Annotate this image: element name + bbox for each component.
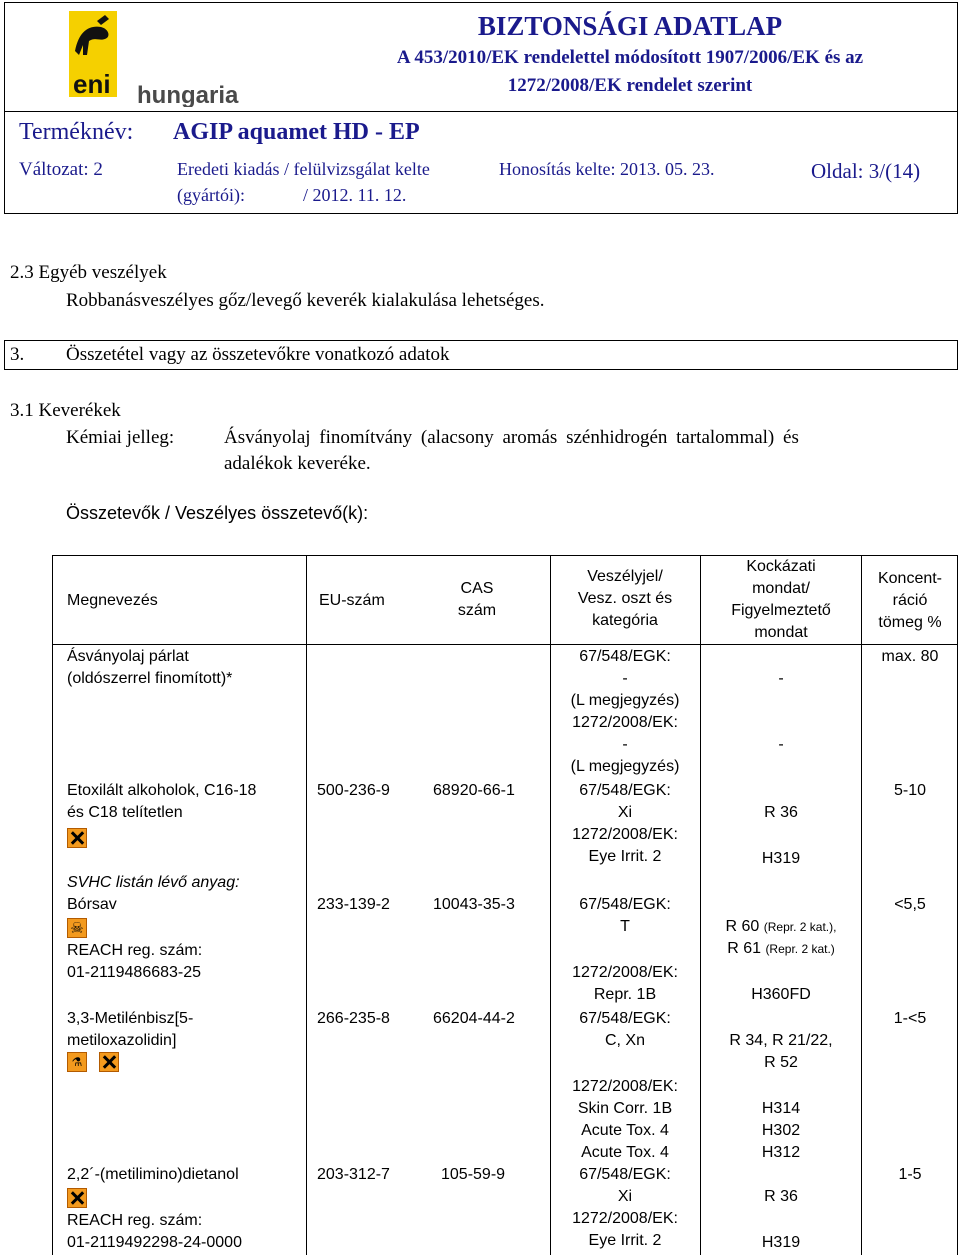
issue-label-2: (gyártói): — [177, 185, 245, 205]
row5-reach-label: REACH reg. szám: — [67, 1212, 203, 1229]
localization-date: Honosítás kelte: 2013. 05. 23. — [499, 159, 715, 179]
row2-hazard: 67/548/EGK: Xi 1272/2008/EK: Eye Irrit. 2 — [572, 782, 678, 865]
document-title: BIZTONSÁGI ADATLAP — [477, 11, 783, 41]
row3-reach-number: 01-2119486683-25 — [67, 964, 202, 981]
version: Változat: 2 — [19, 159, 103, 180]
chem-label: Kémiai jelleg: — [66, 427, 175, 448]
section-3-number: 3. — [10, 344, 25, 365]
corrosive-icon: ⚗ — [67, 1052, 87, 1072]
svg-text:hungaria: hungaria — [137, 82, 239, 107]
row1-conc: max. 80 — [881, 648, 939, 665]
row3-eu: 233-139-2 — [317, 896, 390, 913]
col-name-header: Megnevezés — [67, 592, 158, 609]
regulation-line-1: A 453/2010/EK rendelettel módosított 1907/2006/EK és az — [396, 47, 864, 68]
chem-text-2: adalékok keveréke. — [224, 453, 371, 474]
issue-date: / 2012. 11. 12. — [303, 185, 407, 205]
row2-conc: 5-10 — [893, 782, 927, 799]
row1-risk-2: - — [778, 736, 784, 753]
harmful-x-icon — [67, 828, 87, 848]
row5-conc: 1-5 — [898, 1166, 922, 1183]
row2-risk-h: H319 — [761, 850, 801, 867]
row2-cas: 68920-66-1 — [433, 782, 515, 799]
document-header — [4, 2, 958, 214]
row1-name: Ásványolaj párlat (oldószerrel finomított)* — [67, 648, 233, 687]
row3-hazard-2: 1272/2008/EK: Repr. 1B — [572, 964, 678, 1003]
row4-conc: 1-<5 — [893, 1010, 927, 1027]
row4-hazard-1: 67/548/EGK: C, Xn — [579, 1010, 671, 1049]
row3-risk-r60: R 60 (Repr. 2 kat.), — [725, 918, 837, 935]
col-eu-header: EU-szám — [319, 592, 385, 609]
row3-svhc-label: SVHC listán lévő anyag: — [67, 874, 240, 891]
row5-reach-number: 01-2119492298-24-0000 — [67, 1234, 242, 1251]
regulation-line-2: 1272/2008/EK rendelet szerint — [507, 75, 753, 96]
row5-eu: 203-312-7 — [317, 1166, 390, 1183]
row3-conc: <5,5 — [894, 896, 926, 913]
row1-risk-1: - — [778, 670, 784, 687]
issue-label-1: Eredeti kiadás / felülvizsgálat kelte — [177, 159, 430, 179]
row5-cas: 105-59-9 — [441, 1166, 506, 1183]
row2-risk-r: R 36 — [764, 804, 798, 821]
row4-name: 3,3-Metilénbisz[5- metiloxazolidin] — [67, 1010, 194, 1049]
row3-cas: 10043-35-3 — [433, 896, 515, 913]
page-number: Oldal: 3/(14) — [811, 159, 921, 183]
row2-name: Etoxilált alkoholok, C16-18 és C18 telítetlen — [67, 782, 257, 821]
harmful-x-icon — [67, 1188, 87, 1208]
row4-cas: 66204-44-2 — [433, 1010, 515, 1027]
row3-name: Bórsav — [67, 896, 117, 913]
row4-hazard-2: 1272/2008/EK: Skin Corr. 1B Acute Tox. 4 Acute Tox. 4 — [572, 1078, 678, 1161]
section-3-1-heading: 3.1 Keverékek — [10, 400, 121, 421]
col-conc-header: Koncent- ráció tömeg % — [877, 570, 943, 631]
col-hazard-header: Veszélyjel/ Vesz. oszt és kategória — [577, 568, 673, 629]
product-label: Terméknév: — [19, 119, 134, 145]
section-3-box — [4, 340, 958, 370]
row3-reach-label: REACH reg. szám: — [67, 942, 203, 959]
row3-hazard-1: 67/548/EGK: T — [579, 896, 671, 935]
toxic-skull-icon: ☠ — [67, 918, 87, 938]
chem-text-1: Ásványolaj finomítvány (alacsony aromás szénhidrogén tartalommal) és — [224, 427, 799, 448]
row2-eu: 500-236-9 — [317, 782, 390, 799]
svg-text:eni: eni — [73, 69, 111, 99]
components-table — [52, 555, 958, 1255]
row5-risk-r: R 36 — [764, 1188, 798, 1205]
section-2-3-heading: 2.3 Egyéb veszélyek — [10, 262, 167, 283]
col-cas-header: CAS szám — [457, 580, 497, 619]
section-3-title: Összetétel vagy az összetevőkre vonatkozó adatok — [66, 344, 450, 365]
row4-risk-r: R 34, R 21/22, R 52 — [729, 1032, 833, 1071]
product-name: AGIP aquamet HD - EP — [173, 119, 420, 145]
row1-hazard: 67/548/EGK: - (L megjegyzés) 1272/2008/EK: - (L megjegyzés) — [570, 648, 680, 775]
row5-hazard: 67/548/EGK: Xi 1272/2008/EK: Eye Irrit. 2 — [572, 1166, 678, 1249]
row5-risk-h: H319 — [761, 1234, 801, 1251]
row3-risk-h: H360FD — [751, 986, 811, 1003]
col-risk-header: Kockázati mondat/ Figyelmeztető mondat — [731, 558, 831, 641]
components-label: Összetevők / Veszélyes összetevő(k): — [66, 503, 369, 523]
harmful-x-icon — [99, 1052, 119, 1072]
section-2-3-text: Robbanásveszélyes gőz/levegő keverék kialakulása lehetséges. — [66, 290, 545, 311]
row5-name: 2,2´-(metilimino)dietanol — [67, 1166, 239, 1183]
row3-risk-r61: R 61 (Repr. 2 kat.) — [727, 940, 835, 957]
eni-hungaria-logo — [59, 11, 259, 107]
row4-eu: 266-235-8 — [317, 1010, 390, 1027]
row4-risk-h: H314 H302 H312 — [761, 1100, 801, 1161]
